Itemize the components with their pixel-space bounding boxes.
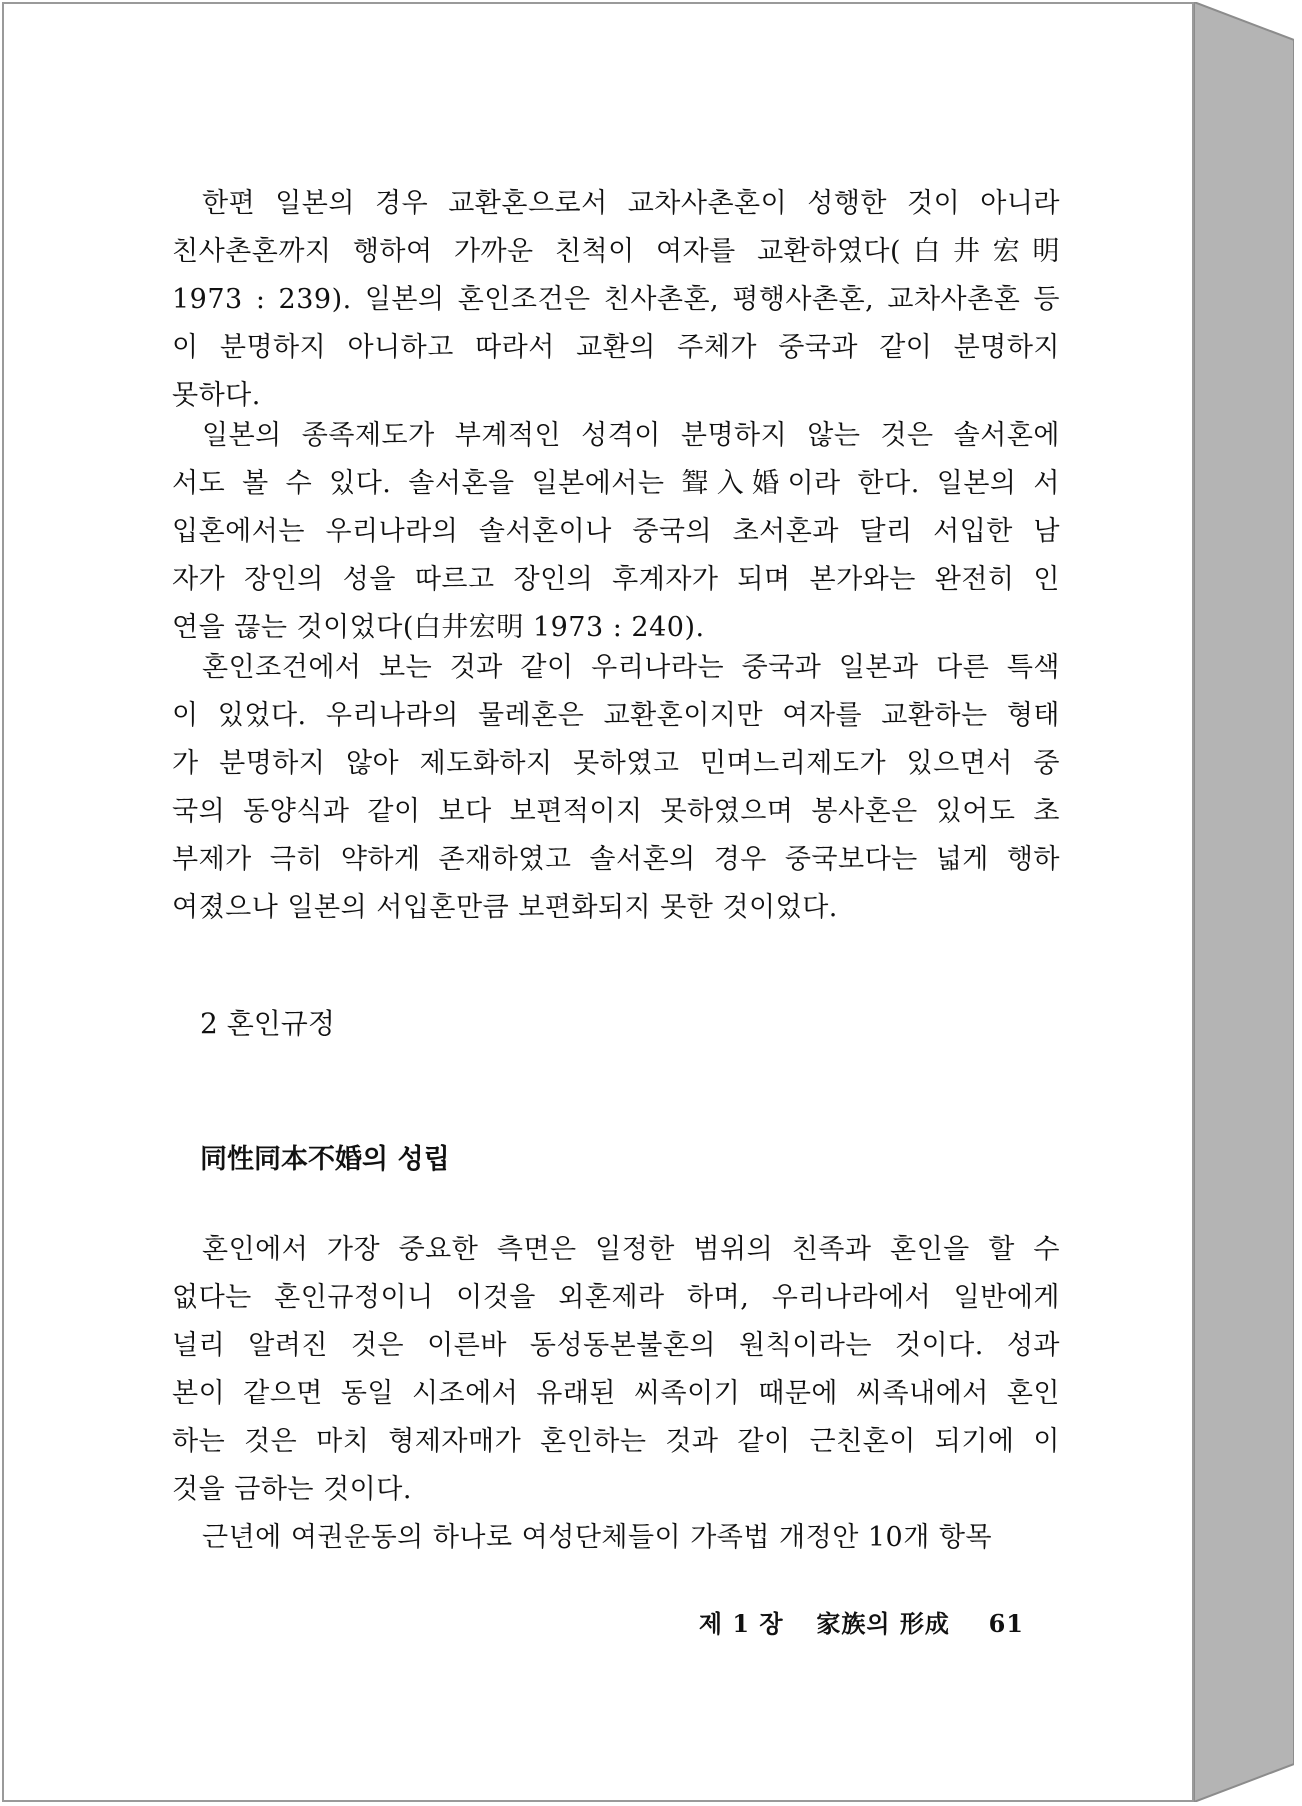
text-line: 근년에 여권운동의 하나로 여성단체들이 가족법 개정안 10개 항목: [202, 1522, 993, 1553]
section-heading: 2 혼인규정: [200, 1007, 335, 1040]
text-line: 것을 금하는 것이다.: [172, 1474, 412, 1505]
paragraph-japan-lineage: [172, 412, 1060, 652]
text-line: 1973 : 239). 일본의 혼인조건은 친사촌혼, 평행사촌혼, 교차사촌혼 등: [172, 284, 1060, 315]
subsection-heading: 同性同本不婚의 성립: [200, 1144, 450, 1175]
text-line: 못하다.: [172, 380, 261, 411]
text-line: 자가 장인의 성을 따르고 장인의 후계자가 되며 본가와는 완전히 인: [172, 564, 1060, 595]
text-line: 없다는 혼인규정이니 이것을 외혼제라 하며, 우리나라에서 일반에게: [172, 1282, 1060, 1313]
text-line: 이 있었다. 우리나라의 물레혼은 교환혼이지만 여자를 교환하는 형태: [172, 700, 1060, 731]
footer-title: 家族의 形成: [816, 1609, 950, 1638]
book-page: [2, 2, 1194, 1802]
text-line: 가 분명하지 않아 제도화하지 못하였고 민며느리제도가 있으면서 중: [172, 748, 1060, 779]
text-line: 한편 일본의 경우 교환혼으로서 교차사촌혼이 성행한 것이 아니라: [202, 188, 1060, 219]
text-line: 부제가 극히 약하게 존재하였고 솔서혼의 경우 중국보다는 넓게 행하: [172, 844, 1060, 875]
paragraph-marriage-rules: [172, 1226, 1060, 1514]
text-line: 혼인에서 가장 중요한 측면은 일정한 범위의 친족과 혼인을 할 수: [202, 1234, 1060, 1265]
text-line: 친사촌혼까지 행하여 가까운 친척이 여자를 교환하였다(白井宏明: [172, 236, 1060, 267]
text-line: 연을 끊는 것이었다(白井宏明 1973 : 240).: [172, 612, 705, 643]
text-line: 하는 것은 마치 형제자매가 혼인하는 것과 같이 근친혼이 되기에 이: [172, 1426, 1060, 1457]
text-line: 입혼에서는 우리나라의 솔서혼이나 중국의 초서혼과 달리 서입한 남: [172, 516, 1060, 547]
paragraph-japan-exchange-marriage: [172, 180, 1060, 420]
text-line: 여졌으나 일본의 서입혼만큼 보편화되지 못한 것이었다.: [172, 892, 838, 923]
text-line: 일본의 종족제도가 부계적인 성격이 분명하지 않는 것은 솔서혼에: [202, 420, 1060, 451]
text-line: 널리 알려진 것은 이른바 동성동본불혼의 원칙이라는 것이다. 성과: [172, 1330, 1060, 1361]
text-line: 본이 같으면 동일 시조에서 유래된 씨족이기 때문에 씨족내에서 혼인: [172, 1378, 1060, 1409]
book-page-edge: [1194, 2, 1294, 1802]
paragraph-family-law-reform: [172, 1514, 1060, 1562]
footer-chapter: 제 1 장: [698, 1609, 784, 1638]
text-line: 혼인조건에서 보는 것과 같이 우리나라는 중국과 일본과 다른 특색: [202, 652, 1060, 683]
paragraph-korea-characteristics: [172, 644, 1060, 932]
running-footer: [699, 1604, 1024, 1639]
text-line: 이 분명하지 아니하고 따라서 교환의 주체가 중국과 같이 분명하지: [172, 332, 1060, 363]
page-number: 61: [988, 1609, 1024, 1638]
text-line: 국의 동양식과 같이 보다 보편적이지 못하였으며 봉사혼은 있어도 초: [172, 796, 1060, 827]
text-line: 서도 볼 수 있다. 솔서혼을 일본에서는 聟入婚이라 한다. 일본의 서: [172, 468, 1060, 499]
